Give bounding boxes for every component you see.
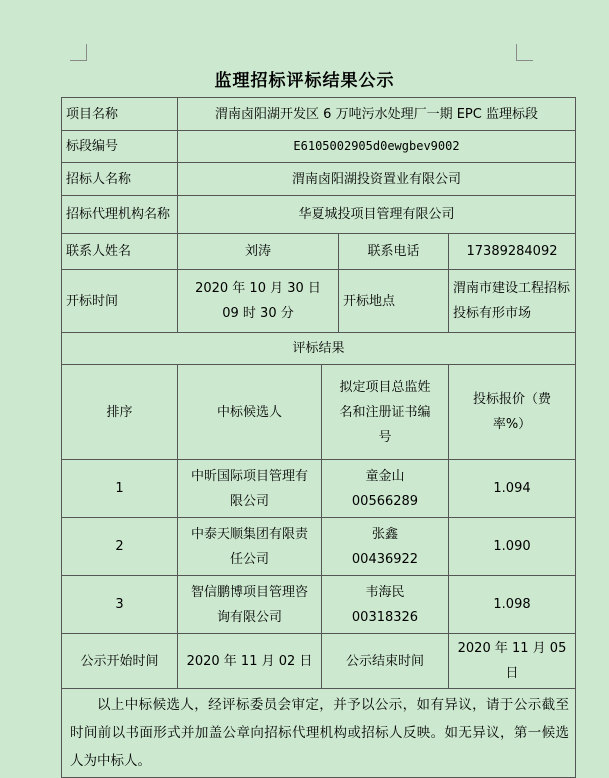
director-cert: 00566289 — [351, 493, 419, 509]
opening-time-hour: 09 时 30 分 — [222, 306, 294, 321]
candidate-price: 1.090 — [449, 518, 576, 576]
tenderer-value: 渭南卤阳湖投资置业有限公司 — [178, 163, 576, 196]
table-row — [62, 518, 576, 576]
candidate-rank: 1 — [62, 460, 178, 518]
publicity-end-label: 公示结束时间 — [322, 634, 449, 689]
candidate-director — [322, 460, 449, 518]
col-header-director: 拟定项目总监姓名和注册证书编号 — [322, 365, 449, 460]
director-cert: 00318326 — [351, 609, 419, 625]
tenderer-label: 招标人名称 — [62, 163, 178, 196]
director-cert: 00436922 — [351, 551, 419, 567]
section-no-label: 标段编号 — [62, 131, 178, 163]
candidate-rank: 3 — [62, 576, 178, 634]
opening-place-value: 渭南市建设工程招标投标有形市场 — [449, 270, 576, 333]
candidate-rank: 2 — [62, 518, 178, 576]
contact-value: 刘涛 — [178, 234, 339, 270]
candidate-company: 中昕国际项目管理有限公司 — [178, 460, 322, 518]
notice-text: 以上中标候选人，经评标委员会审定，并予以公示，如有异议，请于公示截至时间前以书面形式并加盖公章向招标代理机构或招标人反映。如无异议，第一候选人为中标人。 — [62, 689, 576, 778]
results-header: 评标结果 — [62, 333, 576, 365]
phone-label: 联系电话 — [339, 234, 449, 270]
candidate-company: 中泰天顺集团有限责任公司 — [178, 518, 322, 576]
section-no-value: E6105002905d0ewgbev9002 — [178, 131, 576, 163]
candidate-price: 1.098 — [449, 576, 576, 634]
col-header-rank: 排序 — [62, 365, 178, 460]
agency-label: 招标代理机构名称 — [62, 196, 178, 234]
director-name: 张鑫 — [371, 526, 398, 542]
candidate-company: 智信鹏博项目管理咨询有限公司 — [178, 576, 322, 634]
publicity-start-label: 公示开始时间 — [62, 634, 178, 689]
candidate-director — [322, 518, 449, 576]
candidate-price: 1.094 — [449, 460, 576, 518]
contact-label: 联系人姓名 — [62, 234, 178, 270]
page-corner-mark-right — [516, 44, 533, 61]
candidate-director — [322, 576, 449, 634]
document-title: 监理招标评标结果公示 — [214, 71, 395, 91]
col-header-candidate: 中标候选人 — [178, 365, 322, 460]
phone-value: 17389284092 — [449, 234, 576, 270]
table-row — [62, 576, 576, 634]
opening-time-label: 开标时间 — [62, 270, 178, 333]
agency-value: 华夏城投项目管理有限公司 — [178, 196, 576, 234]
result-table — [61, 97, 576, 778]
publicity-end-value: 2020 年 11 月 05 日 — [449, 634, 576, 689]
project-name-value: 渭南卤阳湖开发区 6 万吨污水处理厂一期 EPC 监理标段 — [178, 98, 576, 131]
table-row — [62, 460, 576, 518]
publicity-start-value: 2020 年 11 月 02 日 — [178, 634, 322, 689]
opening-time-value — [178, 270, 339, 333]
col-header-price: 投标报价（费率%） — [449, 365, 576, 460]
director-name: 童金山 — [365, 468, 405, 484]
director-name: 韦海民 — [365, 584, 405, 600]
page-corner-mark-left — [70, 44, 87, 61]
opening-place-label: 开标地点 — [339, 270, 449, 333]
opening-time-date: 2020 年 10 月 30 日 — [195, 281, 321, 296]
project-name-label: 项目名称 — [62, 98, 178, 131]
